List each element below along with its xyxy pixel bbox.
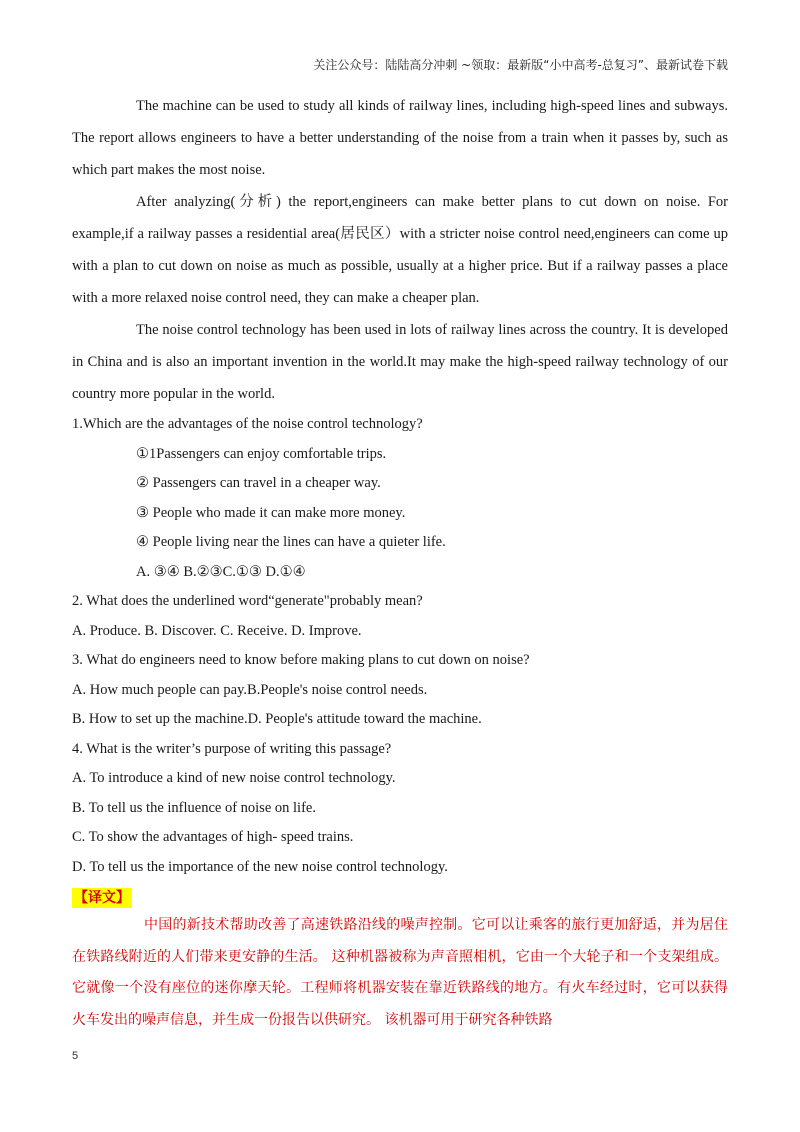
question-4-choice-b: B. To tell us the influence of noise on life.: [72, 799, 316, 816]
question-4-choice-d: D. To tell us the importance of the new noise control technology.: [72, 858, 448, 875]
question-4-choice-c: C. To show the advantages of high- speed trains.: [72, 829, 354, 845]
question-2-stem: 2. What does the underlined word“generate"probably mean?: [72, 593, 423, 609]
question-1-item-3: ③ People who made it can make more money.: [136, 504, 406, 521]
page-number: 5: [72, 1050, 79, 1062]
question-4-choice-a: A. To introduce a kind of new noise control technology.: [72, 770, 396, 786]
translation-text: 中国的新技术帮助改善了高速铁路沿线的噪声控制。它可以让乘客的旅行更加舒适，并为居住在铁路线附近的人们带来更安静的生活。 这种机器被称为声音照相机，它由一个大轮子和一个支架组成。它就像一个没有座位的迷你摩天轮。工程师将机器安装在靠近铁路线的地方。有火车经过时，它可以获得火车发出的噪声信息，并生成一份报告以供研究。 该机器可用于研究各种铁路: [72, 917, 728, 1028]
translation-label: 【译文】: [74, 890, 130, 906]
paragraph-2: After analyzing(分析) the report,engineers can make better plans to cut down on noise. For example,if a railway passes a residential area(居民区）with a stricter noise control need,engineers can come up with a plan to cut down on noise as much as possible, usually at a higher price. But if a railway passes a place with a more relaxed noise control need, they can make a cheaper plan.: [72, 194, 728, 306]
paragraph-3: The noise control technology has been used in lots of railway lines across the country. It is developed in China and is also an important invention in the world.It may make the high-speed railway technology of our country more popular in the world.: [72, 322, 728, 402]
question-2-choices: A. Produce. B. Discover. C. Receive. D. Improve.: [72, 622, 362, 639]
document-body: [72, 90, 728, 1036]
page-header: 关注公众号：陆陆高分冲刺 ~领取：最新版“小中高考-总复习”、最新试卷下载: [313, 58, 728, 72]
question-3-choices-ab: A. How much people can pay.B.People's noise control needs.: [72, 681, 428, 698]
question-3-choices-cd: B. How to set up the machine.D. People's attitude toward the machine.: [72, 711, 482, 727]
question-1-stem: 1.Which are the advantages of the noise control technology?: [72, 416, 423, 432]
question-1-item-4: ④ People living near the lines can have a quieter life.: [136, 534, 446, 550]
paragraph-1: The machine can be used to study all kinds of railway lines, including high-speed lines and subways. The report allows engineers to have a better understanding of the noise from a train when it passes by, such as which part makes the most noise.: [72, 98, 728, 178]
question-3-stem: 3. What do engineers need to know before making plans to cut down on noise?: [72, 652, 530, 668]
question-4-stem: 4. What is the writer’s purpose of writing this passage?: [72, 740, 392, 757]
question-1-item-1: ①1Passengers can enjoy comfortable trips.: [136, 445, 387, 462]
question-1-item-2: ② Passengers can travel in a cheaper way.: [136, 475, 381, 491]
question-1-choices: A. ③④ B.②③C.①③ D.①④: [136, 563, 306, 580]
